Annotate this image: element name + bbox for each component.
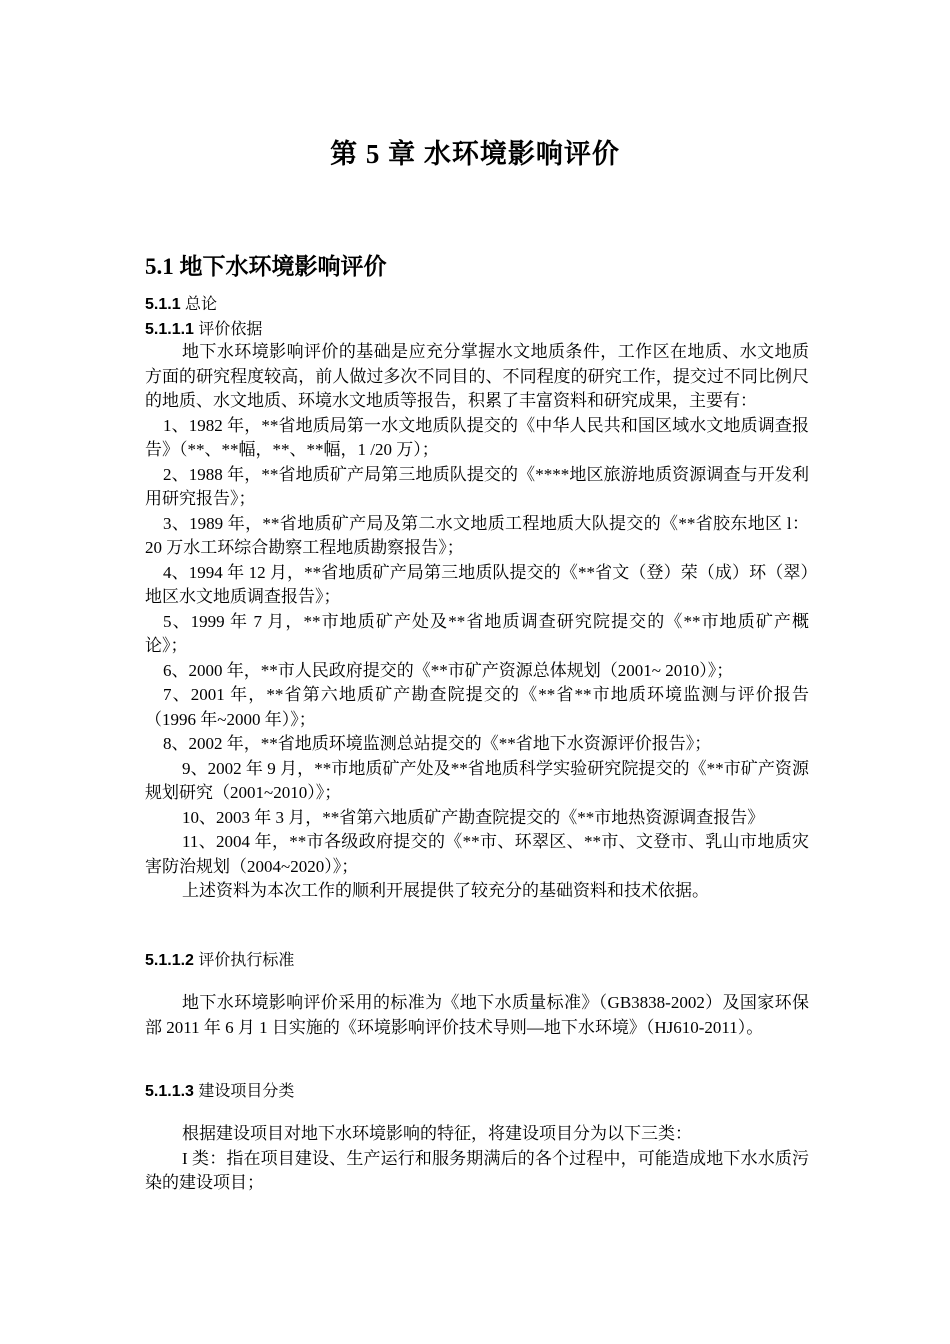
standard-block <box>145 991 809 1040</box>
reference-item: 9、2002 年 9 月，**市地质矿产处及**省地质科学实验研究院提交的《**市矿产资源规划研究（2001~2010）》； <box>145 758 809 802</box>
subsection-number: 5.1.1 <box>145 296 181 313</box>
reference-item: 10、2003 年 3 月，**省第六地质矿产勘查院提交的《**市地热资源调查报告》 <box>182 807 765 827</box>
subsection-title: 总论 <box>185 296 218 313</box>
classification-intro: 根据建设项目对地下水环境影响的特征，将建设项目分为以下三类： <box>182 1124 692 1143</box>
subsection-number: 5.1.1.2 <box>145 952 194 969</box>
reference-item: 1、1982 年，**省地质局第一水文地质队提交的《中华人民共和国区域水文地质调查报告》（**、**幅，**、**幅，1 /20 万）； <box>145 415 809 459</box>
reference-item: 4、1994 年 12 月，**省地质矿产局第三地质队提交的《**省文（登）荣（成）环（翠）地区水文地质调查报告》； <box>145 562 809 606</box>
reference-item: 8、2002 年，**省地质环境监测总站提交的《**省地下水资源评价报告》； <box>163 734 712 753</box>
section-heading: 5.1 地下水环境影响评价 <box>145 254 387 279</box>
subsection-title: 评价依据 <box>198 321 263 338</box>
subsection-heading-5112 <box>145 947 294 970</box>
classification-block <box>145 1122 809 1196</box>
classification-item: I 类：指在项目建设、生产运行和服务期满后的各个过程中，可能造成地下水水质污染的建设项目； <box>145 1148 809 1192</box>
subsection-heading-5113 <box>145 1078 294 1101</box>
reference-item: 3、1989 年，**省地质矿产局及第二水文地质工程地质大队提交的《**省胶东地区 l：20 万水工环综合勘察工程地质勘察报告》； <box>145 513 809 557</box>
subsection-number: 5.1.1.3 <box>145 1083 194 1100</box>
subsection-title: 评价执行标准 <box>198 952 295 969</box>
chapter-title: 第 5 章 水环境影响评价 <box>330 139 620 169</box>
reference-item: 7、2001 年，**省第六地质矿产勘查院提交的《**省**市地质环境监测与评价报告（1996 年~2000 年）》； <box>145 685 809 729</box>
reference-item: 11、2004 年，**市各级政府提交的《**市、环翠区、**市、文登市、乳山市地质灾害防治规划（2004~2020）》； <box>145 832 809 876</box>
evaluation-basis-block <box>145 340 809 904</box>
reference-item: 5、1999 年 7 月，**市地质矿产处及**省地质调查研究院提交的《**市地质矿产概论》； <box>145 611 809 655</box>
subsection-heading-5111 <box>145 316 262 339</box>
subsection-title: 建设项目分类 <box>198 1083 295 1100</box>
reference-item: 2、1988 年，**省地质矿产局第三地质队提交的《****地区旅游地质资源调查与开发利用研究报告》； <box>145 464 809 508</box>
standard-paragraph: 地下水环境影响评价采用的标准为《地下水质量标准》（GB3838-2002）及国家环保部 2011 年 6 月 1 日实施的《环境影响评价技术导则—地下水环境》（HJ610-2011）。 <box>145 993 809 1037</box>
references-summary: 上述资料为本次工作的顺利开展提供了较充分的基础资料和技术依据。 <box>182 881 709 900</box>
reference-item: 6、2000 年，**市人民政府提交的《**市矿产资源总体规划（2001~ 2010）》； <box>163 660 734 680</box>
subsection-number: 5.1.1.1 <box>145 321 194 338</box>
intro-paragraph: 地下水环境影响评价的基础是应充分掌握水文地质条件，工作区在地质、水文地质方面的研究程度较高，前人做过多次不同目的、不同程度的研究工作，提交过不同比例尺的地质、水文地质、环境水文地质等报告，积累了丰富资料和研究成果，主要有： <box>145 342 809 410</box>
subsection-heading-511 <box>145 291 217 314</box>
